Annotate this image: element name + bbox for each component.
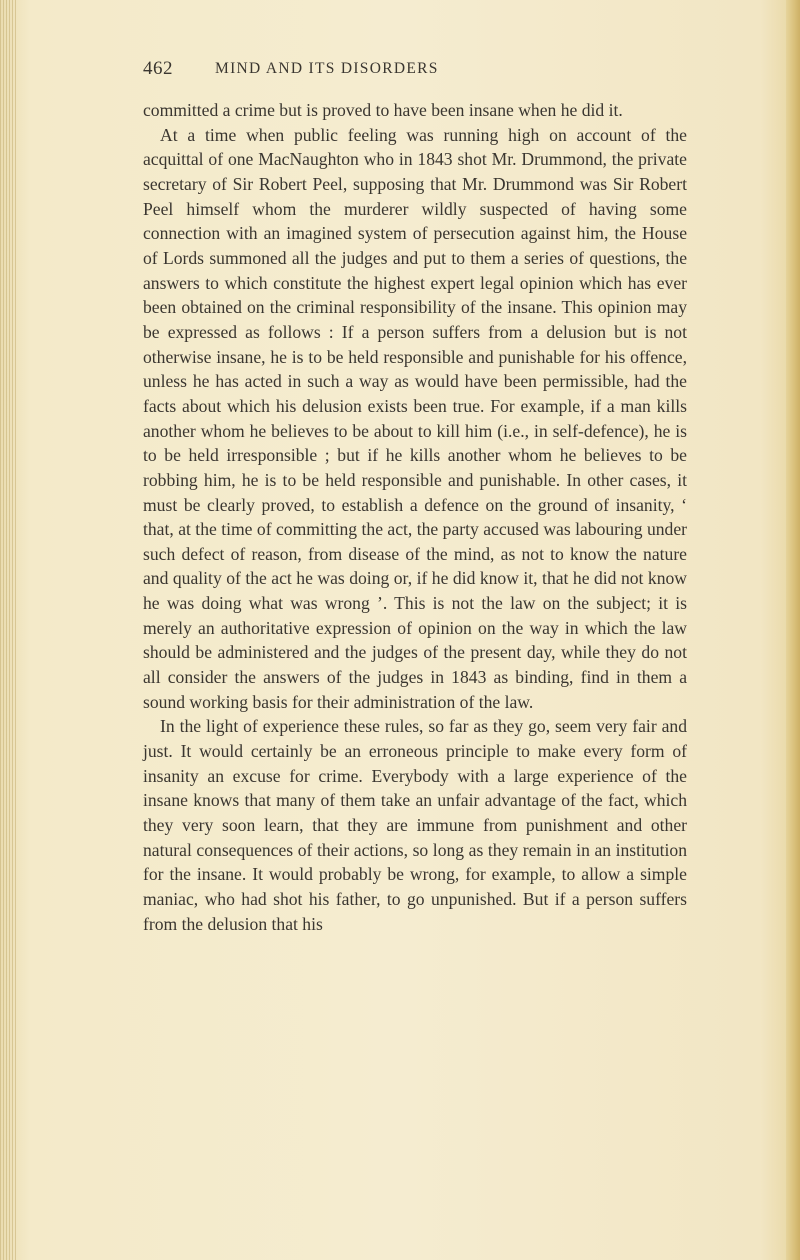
page-binding-edge	[0, 0, 16, 1260]
paragraph-experience: In the light of experience these rules, so far as they go, seem very fair and just. It would certainly be an erroneous principle to make every form of insanity an excuse for crime. Everybody with a large experience of the insane knows that many of them take an unfair advantage of the fact, which they very soon learn, that they are immune from punishment and other natural consequences of their actions, so long as they remain in an institution for the insane. It would probably be wrong, for example, to allow a simple maniac, who had shot his father, to go unpunished. But if a person suffers from the delusion that his	[143, 716, 687, 934]
paragraph-macnaughton: At a time when public feeling was running high on account of the acquittal of one MacNaughton who in 1843 shot Mr. Drummond, the private secretary of Sir Robert Peel, supposing that Mr. Drummond was Sir Robert Peel himself whom the murderer wildly suspected of having some connection with an imagined system of persecution against him, the House of Lords summoned all the judges and put to them a series of questions, the answers to which constitute the highest expert legal opinion which has ever been obtained on the criminal responsibility of the insane. This opinion may be expressed as follows : If a person suffers from a delusion but is not otherwise insane, he is to be held responsible and punishable for his offence, unless he has acted in such a way as would have been permissible, had the facts about which his delusion exists been true. For example, if a man kills another whom he believes to be about to kill him (i.e., in self-defence), he is to be held irresponsible ; but if he kills another whom he believes to be robbing him, he is to be held responsible and punishable. In other cases, it must be clearly proved, to establish a defence on the ground of insanity, ‘ that, at the time of committing the act, the party accused was labouring under such defect of reason, from disease of the mind, as not to know the nature and quality of the act he was doing or, if he did know it, that he did not know he was doing what was wrong ’. This is not the law on the subject; it is merely an authoritative expression of opinion on the way in which the law should be administered and the judges of the present day, while they do not all consider the answers of the judges in 1843 as binding, find in them a sound working basis for their administration of the law.	[143, 124, 687, 712]
paragraph-continued: committed a crime but is proved to have been insane when he did it.	[143, 100, 623, 120]
page-fore-edge	[786, 0, 800, 1260]
page-header	[143, 58, 683, 84]
body-text	[143, 98, 687, 936]
running-head: MIND AND ITS DISORDERS	[215, 60, 439, 77]
page-number: 462	[143, 58, 173, 79]
